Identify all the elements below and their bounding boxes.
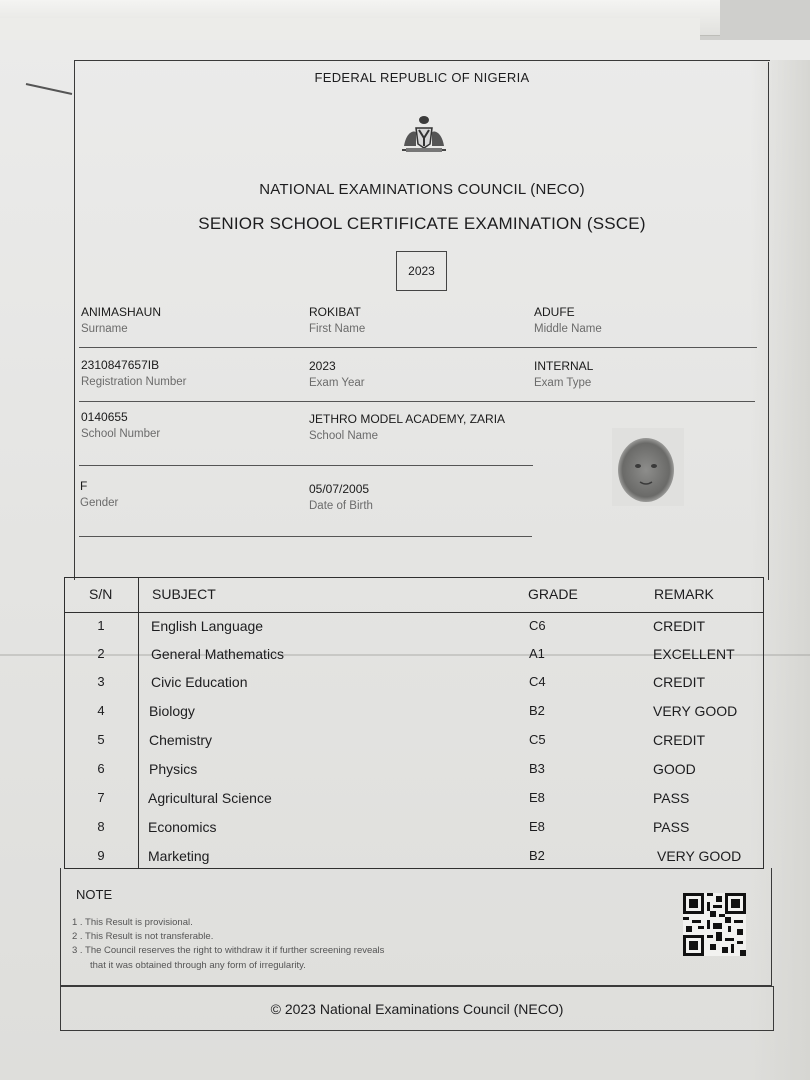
reg-number-label: Registration Number — [81, 376, 187, 388]
row-subject: Physics — [149, 761, 198, 777]
surname-field — [81, 305, 161, 335]
exam-year-value: 2023 — [309, 359, 336, 373]
row-sn: 1 — [97, 618, 105, 633]
coat-of-arms-icon — [398, 112, 450, 154]
row-remark: EXCELLENT — [653, 646, 735, 662]
surname-value: ANIMASHAUN — [81, 305, 162, 319]
staple-icon — [24, 80, 74, 96]
row-grade: B3 — [529, 761, 545, 776]
reg-number-field — [81, 358, 186, 388]
row-remark: CREDIT — [653, 618, 706, 634]
exam-year-field — [309, 359, 365, 389]
row-grade: A1 — [529, 646, 545, 661]
row-grade: E8 — [529, 819, 545, 834]
row-subject: Marketing — [148, 848, 210, 864]
row-subject: Economics — [148, 819, 217, 835]
row-sn: 3 — [97, 674, 105, 689]
first-name-value: ROKIBAT — [309, 305, 361, 319]
dob-field — [309, 482, 373, 512]
row-remark: PASS — [653, 790, 690, 806]
row-remark: CREDIT — [653, 674, 706, 690]
copyright-text: © 2023 National Examinations Council (NECO) — [270, 1001, 564, 1017]
header-subject: SUBJECT — [152, 586, 216, 602]
exam-year-label: Exam Year — [309, 377, 365, 389]
table-row — [65, 757, 763, 786]
divider — [79, 465, 533, 466]
header-frame-right — [768, 62, 769, 580]
school-name-label: School Name — [309, 430, 379, 442]
table-row — [65, 786, 763, 815]
exam-type-field — [534, 359, 593, 389]
row-sn: 5 — [97, 732, 105, 747]
row-subject: General Mathematics — [151, 646, 285, 662]
row-remark: VERY GOOD — [653, 703, 738, 719]
table-row — [65, 670, 763, 699]
note-title: NOTE — [76, 887, 113, 902]
dob-value: 05/07/2005 — [309, 482, 370, 496]
qr-code-icon — [683, 893, 746, 956]
row-subject: Agricultural Science — [148, 790, 272, 806]
row-sn: 6 — [97, 761, 105, 776]
row-subject: Biology — [149, 703, 195, 719]
gender-label: Gender — [80, 497, 119, 509]
header-remark: REMARK — [654, 586, 714, 602]
reg-number-value: 2310847657IB — [81, 358, 160, 372]
row-grade: C4 — [529, 674, 546, 689]
surname-label: Surname — [81, 323, 128, 335]
table-row — [65, 815, 763, 844]
divider — [79, 347, 757, 348]
row-remark: GOOD — [653, 761, 696, 777]
school-number-field — [81, 410, 160, 440]
row-sn: 9 — [97, 848, 105, 863]
row-remark: CREDIT — [653, 732, 706, 748]
row-sn: 2 — [97, 646, 105, 661]
row-remark: VERY GOOD — [657, 848, 742, 864]
note-item: that it was obtained through any form of irregularity. — [90, 960, 306, 971]
row-sn: 8 — [97, 819, 105, 834]
row-grade: B2 — [529, 703, 545, 718]
year-box: 2023 — [396, 251, 447, 291]
middle-name-field — [534, 305, 602, 335]
school-number-value: 0140655 — [81, 410, 128, 424]
row-grade: C5 — [529, 732, 546, 747]
school-name-field — [309, 412, 505, 442]
exam-title: SENIOR SCHOOL CERTIFICATE EXAMINATION (SSCE) — [198, 214, 646, 233]
school-name-value: JETHRO MODEL ACADEMY, ZARIA — [309, 412, 506, 426]
middle-name-value: ADUFE — [534, 305, 575, 319]
table-row — [65, 728, 763, 757]
header-divider — [65, 612, 763, 613]
results-table — [64, 577, 764, 869]
row-subject: Chemistry — [149, 732, 213, 748]
note-item: 2 . This Result is not transferable. — [72, 931, 214, 942]
table-row — [65, 614, 763, 643]
divider — [79, 401, 755, 402]
country-name: FEDERAL REPUBLIC OF NIGERIA — [314, 70, 530, 85]
gender-value: F — [80, 479, 88, 493]
row-sn: 7 — [97, 790, 105, 805]
row-grade: B2 — [529, 848, 545, 863]
row-subject: Civic Education — [151, 674, 248, 690]
row-remark: PASS — [653, 819, 690, 835]
row-subject: English Language — [151, 618, 264, 634]
council-name: NATIONAL EXAMINATIONS COUNCIL (NECO) — [259, 181, 585, 198]
row-grade: C6 — [529, 618, 546, 633]
row-sn: 4 — [97, 703, 105, 718]
middle-name-label: Middle Name — [534, 323, 602, 335]
header-grade: GRADE — [528, 586, 578, 602]
first-name-field — [309, 305, 365, 335]
dob-label: Date of Birth — [309, 500, 373, 512]
row-grade: E8 — [529, 790, 545, 805]
table-row — [65, 642, 763, 671]
divider — [79, 536, 532, 537]
header-sn: S/N — [89, 586, 113, 602]
school-number-label: School Number — [81, 428, 161, 440]
gender-field — [80, 479, 118, 509]
first-name-label: First Name — [309, 323, 366, 335]
note-item: 1 . This Result is provisional. — [72, 917, 193, 928]
exam-type-label: Exam Type — [534, 377, 592, 389]
candidate-photo — [612, 428, 684, 506]
note-item: 3 . The Council reserves the right to withdraw it if further screening reveals — [72, 945, 385, 956]
exam-type-value: INTERNAL — [534, 359, 594, 373]
table-row — [65, 699, 763, 728]
